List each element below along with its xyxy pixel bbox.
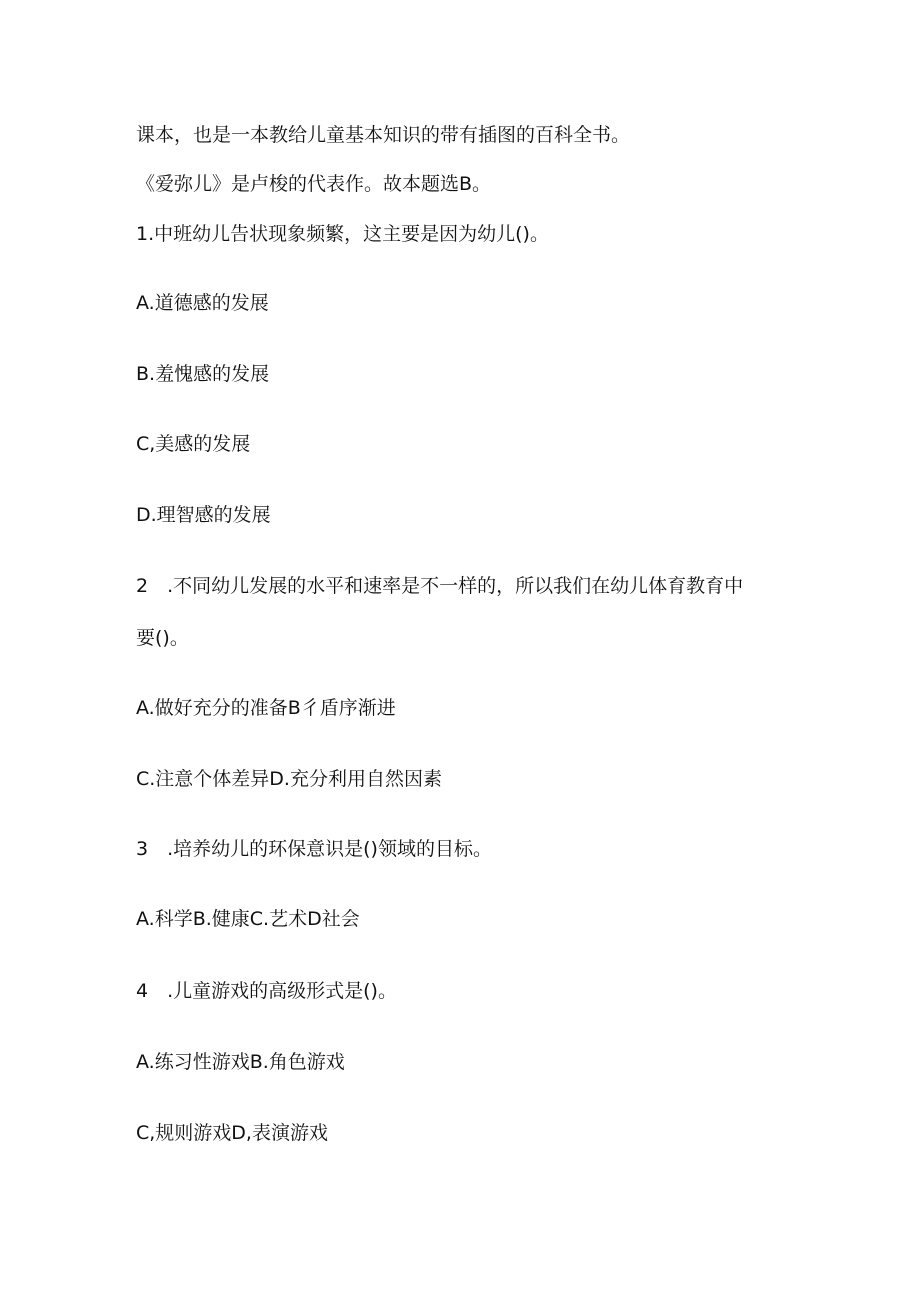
question-2-continued: 要()。	[136, 627, 189, 649]
question-3: 3 .培养幼儿的环保意识是()领域的目标。	[136, 838, 492, 860]
question-4-options-ab: A.练习性游戏B.角色游戏	[136, 1051, 345, 1073]
question-1-option-b: B.羞愧感的发展	[136, 363, 270, 385]
question-3-options: A.科学B.健康C.艺术D社会	[136, 908, 360, 930]
text-line-intro-1: 课本，也是一本教给儿童基本知识的带有插图的百科全书。	[136, 124, 631, 146]
question-1-option-d: D.理智感的发展	[136, 504, 271, 526]
question-1-option-a: A.道德感的发展	[136, 292, 269, 314]
question-2-options-ab: A.做好充分的准备B彳盾序渐进	[136, 697, 396, 719]
question-4: 4 .儿童游戏的高级形式是()。	[136, 980, 397, 1002]
text-line-intro-2: 《爱弥儿》是卢梭的代表作。故本题选B。	[136, 173, 492, 195]
question-2-options-cd: C.注意个体差异D.充分利用自然因素	[136, 768, 442, 790]
question-4-options-cd: C,规则游戏D,表演游戏	[136, 1122, 328, 1144]
question-1: 1.中班幼儿告状现象频繁，这主要是因为幼儿()。	[136, 223, 549, 245]
question-1-option-c: C,美感的发展	[136, 433, 251, 455]
question-2: 2 .不同幼儿发展的水平和速率是不一样的，所以我们在幼儿体育教育中	[136, 575, 744, 597]
